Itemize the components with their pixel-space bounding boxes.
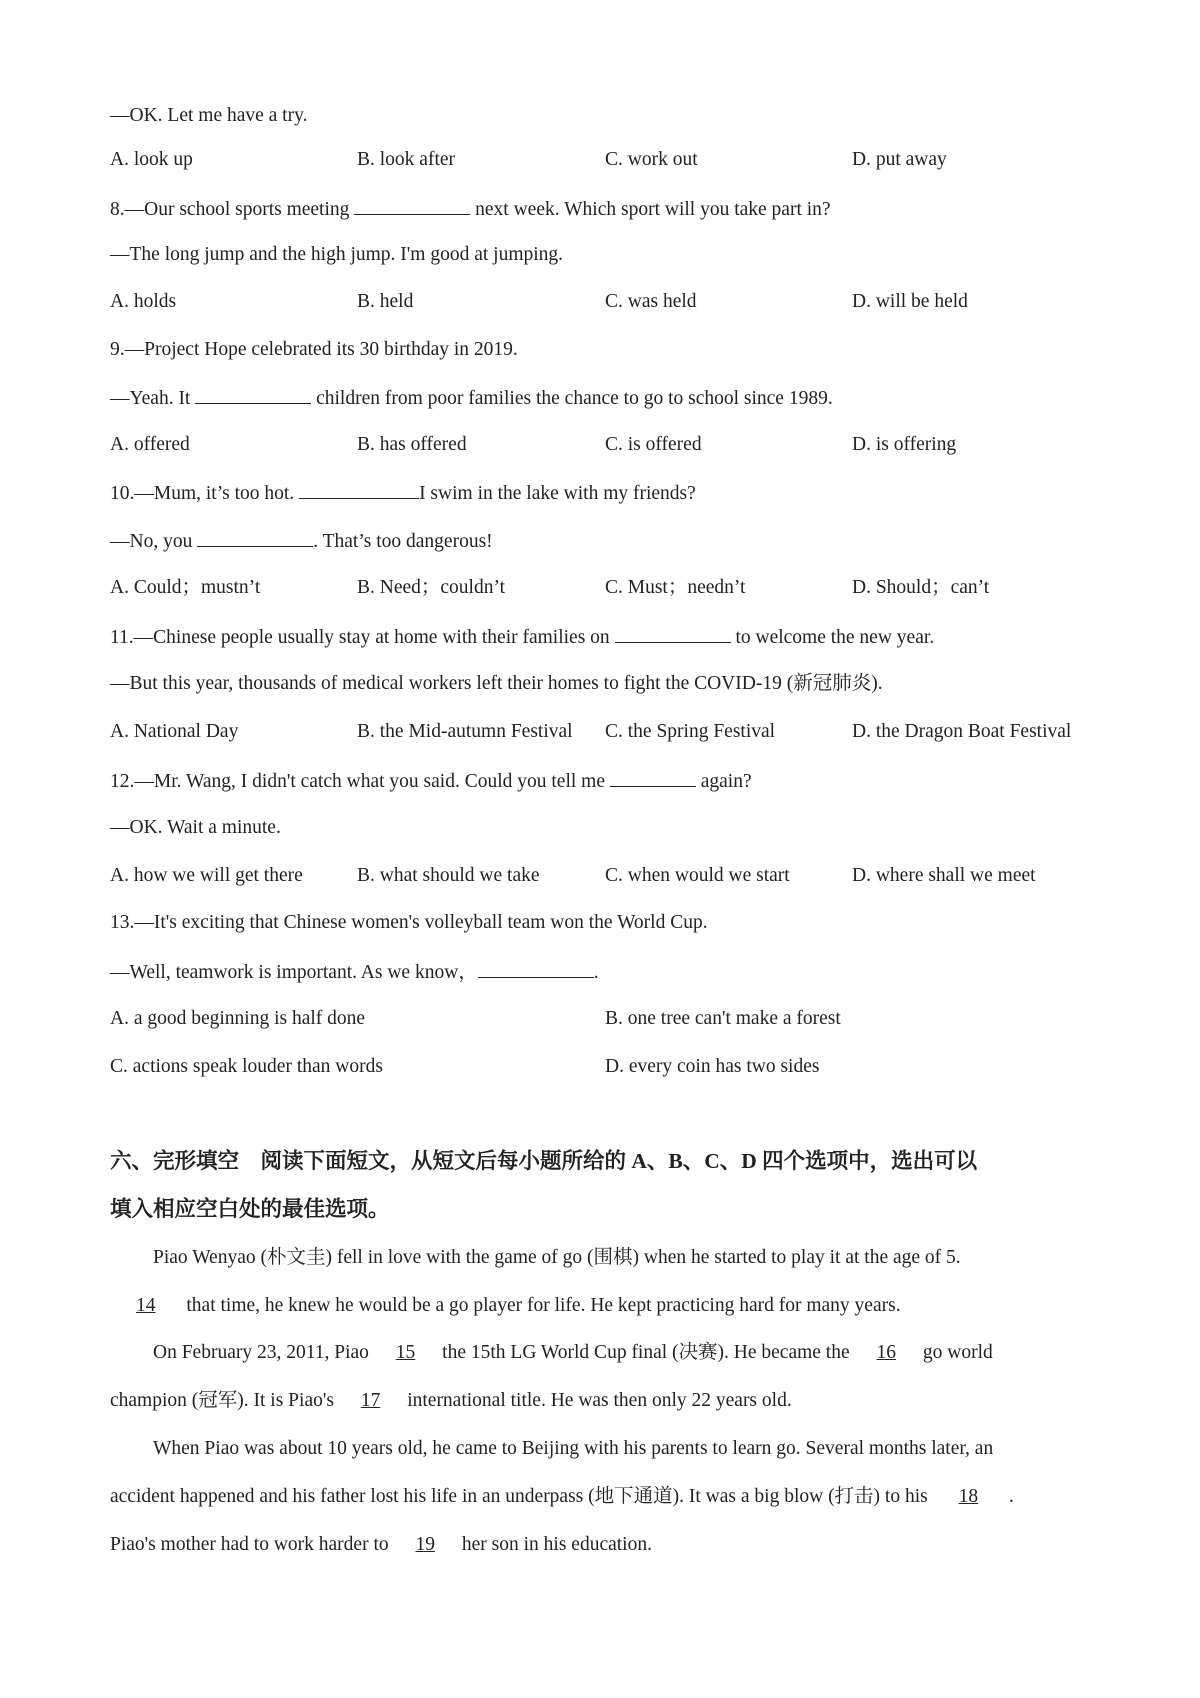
answer-blank [610, 768, 696, 787]
q9-option-b: B. has offered [357, 434, 467, 455]
q9-reply [110, 385, 833, 411]
q12-stem [110, 768, 752, 794]
cloze-blank-19: 19 [415, 1534, 435, 1555]
q12-stem-text-b: again? [695, 771, 752, 792]
passage-p3-line-2 [110, 1485, 1014, 1509]
q13-reply [110, 959, 599, 985]
q12-option-b: B. what should we take [357, 865, 540, 886]
q12-stem-text-a: 12.—Mr. Wang, I didn't catch what you said. Could you tell me [110, 771, 610, 792]
section-title-line-1: 六、完形填空 阅读下面短文，从短文后每小题所给的 A、B、C、D 四个选项中，选出可以 [110, 1149, 978, 1173]
q8-stem-text-b: next week. Which sport will you take part in? [470, 199, 831, 220]
q11-reply: —But this year, thousands of medical workers left their homes to fight the COVID-19 (新冠肺炎). [110, 673, 883, 694]
q11-option-d: D. the Dragon Boat Festival [852, 721, 1072, 742]
q13-option-b: B. one tree can't make a forest [605, 1008, 841, 1029]
q7-option-d: D. put away [852, 149, 947, 170]
q9-option-a: A. offered [110, 434, 190, 455]
q9-stem: 9.—Project Hope celebrated its 30 birthday in 2019. [110, 339, 518, 360]
q10-option-a: A. Could；mustn’t [110, 577, 261, 598]
q9-option-c: C. is offered [605, 434, 702, 455]
section-title-line-2: 填入相应空白处的最佳选项。 [110, 1197, 390, 1221]
q13-reply-text-b: . [593, 962, 599, 983]
q10-stem-text-a: 10.—Mum, it’s too hot. [110, 483, 300, 504]
answer-blank [197, 528, 313, 547]
passage-p2-text-c: go world [918, 1342, 993, 1363]
section-title [110, 1137, 1100, 1233]
passage-p3-text-c: Piao's mother had to work harder to [110, 1534, 394, 1555]
cloze-blank-14: 14 [136, 1295, 156, 1316]
answer-blank [299, 480, 419, 499]
q9-reply-text-a: —Yeah. It [110, 388, 196, 409]
passage-p2-text-a: On February 23, 2011, Piao [153, 1342, 374, 1363]
q8-option-a: A. holds [110, 291, 177, 312]
q12-option-c: C. when would we start [605, 865, 790, 886]
q9-option-d: D. is offering [852, 434, 957, 455]
passage-p2-text-d: champion (冠军). It is Piao's [110, 1390, 339, 1411]
passage-p1-line-2-text: that time, he knew he would be a go player for life. He kept practicing hard for many years. [181, 1295, 901, 1316]
q7-answer-line: —OK. Let me have a try. [110, 105, 308, 126]
q10-stem [110, 480, 696, 506]
cloze-blank-15: 15 [395, 1342, 416, 1363]
passage-p3-text-b: . [1004, 1486, 1014, 1507]
q7-option-b: B. look after [357, 149, 456, 170]
q11-option-b: B. the Mid-autumn Festival [357, 721, 573, 742]
passage-p2-line-2 [110, 1389, 792, 1413]
answer-blank [478, 959, 594, 978]
q8-option-c: C. was held [605, 291, 697, 312]
q11-stem-text-b: to welcome the new year. [730, 627, 935, 648]
cloze-blank-17: 17 [360, 1390, 381, 1411]
q11-stem-text-a: 11.—Chinese people usually stay at home with their families on [110, 627, 615, 648]
q7-option-a: A. look up [110, 149, 193, 170]
cloze-blank-16: 16 [876, 1342, 897, 1363]
q10-option-c: C. Must；needn’t [605, 577, 746, 598]
q10-reply-text-a: —No, you [110, 531, 198, 552]
q13-stem: 13.—It's exciting that Chinese women's volleyball team won the World Cup. [110, 912, 708, 933]
q10-stem-text-b: I swim in the lake with my friends? [419, 483, 696, 504]
q8-reply: —The long jump and the high jump. I'm good at jumping. [110, 244, 564, 265]
q8-stem [110, 196, 831, 222]
q10-option-b: B. Need；couldn’t [357, 577, 506, 598]
passage-p3-line-3 [110, 1533, 652, 1557]
passage-p2-line-1 [153, 1341, 993, 1365]
passage-p2-text-e: international title. He was then only 22 years old. [402, 1390, 792, 1411]
q13-reply-text-a: —Well, teamwork is important. As we know， [110, 962, 478, 983]
passage-p1-line-1: Piao Wenyao (朴文圭) fell in love with the game of go (围棋) when he started to play it at the age of 5. [153, 1247, 961, 1268]
q9-reply-text-b: children from poor families the chance to go to school since 1989. [311, 388, 833, 409]
q10-option-d: D. Should；can’t [852, 577, 990, 598]
q7-option-c: C. work out [605, 149, 698, 170]
q12-option-a: A. how we will get there [110, 865, 303, 886]
q12-reply: —OK. Wait a minute. [110, 817, 281, 838]
q10-reply [110, 528, 493, 554]
answer-blank [354, 196, 470, 215]
passage-p3-text-d: her son in his education. [457, 1534, 652, 1555]
q8-option-b: B. held [357, 291, 414, 312]
passage-p3-line-1: When Piao was about 10 years old, he came to Beijing with his parents to learn go. Several months later, an [153, 1438, 994, 1459]
q12-option-d: D. where shall we meet [852, 865, 1036, 886]
passage-p2-text-b: the 15th LG World Cup final (决赛). He became the [437, 1342, 855, 1363]
q8-option-d: D. will be held [852, 291, 968, 312]
q10-reply-text-b: . That’s too dangerous! [313, 531, 493, 552]
q11-option-a: A. National Day [110, 721, 239, 742]
q13-option-d: D. every coin has two sides [605, 1056, 820, 1077]
answer-blank [615, 624, 731, 643]
cloze-blank-18: 18 [958, 1486, 979, 1507]
q11-option-c: C. the Spring Festival [605, 721, 776, 742]
passage-p3-text-a: accident happened and his father lost his life in an underpass (地下通道). It was a big blow (打击) to his [110, 1486, 933, 1507]
passage-p1-line-2 [110, 1294, 901, 1318]
q8-stem-text-a: 8.—Our school sports meeting [110, 199, 355, 220]
q13-option-c: C. actions speak louder than words [110, 1056, 383, 1077]
q11-stem [110, 624, 934, 650]
q13-option-a: A. a good beginning is half done [110, 1008, 366, 1029]
answer-blank [195, 385, 311, 404]
